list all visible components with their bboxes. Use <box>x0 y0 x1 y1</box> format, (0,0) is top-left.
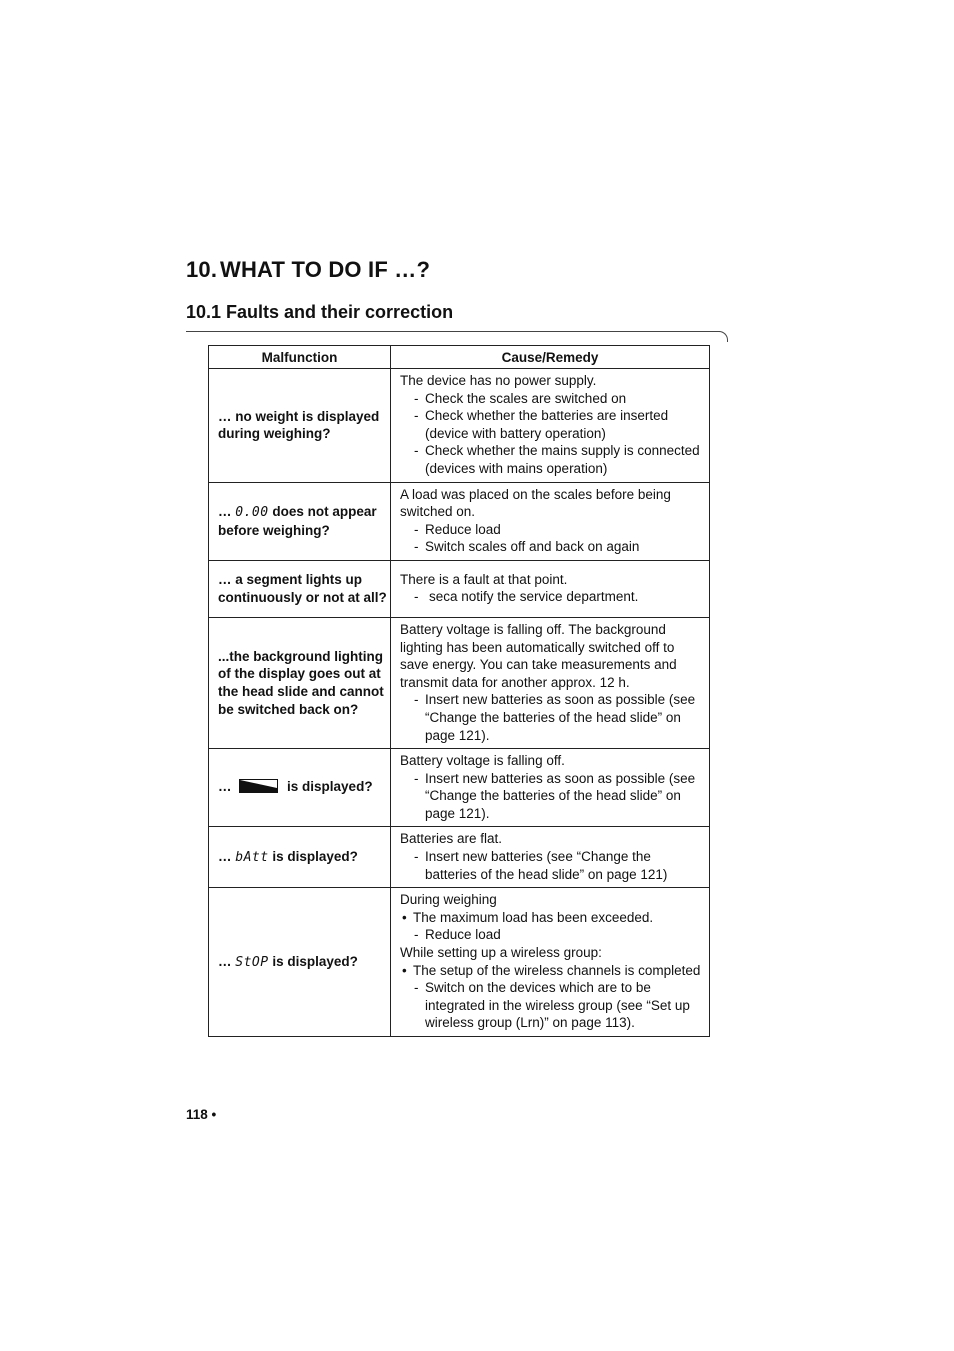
malfunction-suffix: is displayed? <box>272 953 358 969</box>
remedy-step: - Check the scales are switched on <box>400 390 709 408</box>
remedy-step: - Check whether the batteries are inserted <box>400 407 709 425</box>
malfunction-cell <box>209 369 391 483</box>
remedy-text: During weighing <box>400 892 497 908</box>
malfunction-suffix: does not appear before weighing? <box>218 504 377 538</box>
remedy-step-continued: “Change the batteries of the head slide” on <box>425 709 681 725</box>
malfunction-text: ...the background lighting of the display goes out at the head slide and cannot be switched back on? <box>218 648 384 717</box>
remedy-step-continued: integrated in the wireless group (see “Set up <box>425 997 690 1013</box>
remedy-text: save energy. You can take measurements and <box>400 657 677 673</box>
malfunction-prefix: … <box>218 779 232 795</box>
malfunction-cell <box>209 482 391 560</box>
remedy-step: - Switch scales off and back on again <box>400 538 709 556</box>
section-rule <box>186 331 720 332</box>
remedy-text: There is a fault at that point. <box>400 571 568 587</box>
remedy-step-continued: “Change the batteries of the head slide” on <box>425 788 681 804</box>
section-rule-corner <box>718 331 728 342</box>
remedy-text: A load was placed on the scales before being <box>400 486 671 502</box>
remedy-cell <box>391 749 710 827</box>
table-row <box>209 827 710 888</box>
remedy-text: Battery voltage is falling off. The background <box>400 621 666 637</box>
remedy-cell <box>391 888 710 1037</box>
remedy-cell <box>391 827 710 888</box>
malfunction-prefix: … <box>218 504 232 520</box>
column-header-cause-remedy: Cause/Remedy <box>391 346 710 369</box>
remedy-text: Battery voltage is falling off. <box>400 753 565 769</box>
table-row <box>209 482 710 560</box>
table-row <box>209 617 710 748</box>
remedy-text: switched on. <box>400 504 476 520</box>
malfunction-text: … a segment lights up continuously or not at all? <box>218 572 387 605</box>
remedy-text: transmit data for another approx. 12 h. <box>400 674 630 690</box>
remedy-step: - Reduce load <box>400 926 709 944</box>
remedy-cell <box>391 560 710 617</box>
malfunction-cell <box>209 888 391 1037</box>
remedy-step: - Switch on the devices which are to be <box>400 979 709 997</box>
remedy-step: - Insert new batteries as soon as possible (see <box>400 691 709 709</box>
malfunction-cell <box>209 560 391 617</box>
lcd-display-text: bAtt <box>235 850 269 866</box>
faults-table <box>208 345 710 1037</box>
section-heading: 10.1 Faults and their correction <box>186 302 454 322</box>
remedy-text: The device has no power supply. <box>400 373 597 388</box>
low-battery-icon <box>239 779 279 798</box>
table-row <box>209 749 710 827</box>
table-row <box>209 369 710 483</box>
malfunction-text: … no weight is displayed during weighing? <box>218 408 380 442</box>
lcd-display-text: StOP <box>235 954 269 970</box>
remedy-step: - Check whether the mains supply is connected <box>400 442 709 460</box>
remedy-step: - Insert new batteries as soon as possible (see <box>400 770 709 788</box>
remedy-text: lighting has been automatically switched off to <box>400 639 675 655</box>
malfunction-cell <box>209 827 391 888</box>
chapter-number: 10. <box>186 257 218 282</box>
lcd-display-text: 0.00 <box>235 505 269 521</box>
remedy-step-continued: (device with battery operation) <box>425 425 606 441</box>
remedy-step-continued: (devices with mains operation) <box>425 460 608 476</box>
chapter-title: WHAT TO DO IF …? <box>220 257 431 282</box>
malfunction-cell <box>209 749 391 827</box>
table-header-row <box>209 346 710 369</box>
remedy-step: - Reduce load <box>400 521 709 539</box>
remedy-text: While setting up a wireless group: <box>400 945 602 961</box>
column-header-malfunction: Malfunction <box>209 346 391 369</box>
malfunction-cell <box>209 617 391 748</box>
remedy-bullet: • The maximum load has been exceeded. <box>400 909 709 927</box>
remedy-step-continued: wireless group (Lrn)” on page 113). <box>425 1015 635 1031</box>
remedy-cell <box>391 482 710 560</box>
malfunction-suffix: is displayed? <box>287 779 373 795</box>
malfunction-prefix: … <box>218 849 232 865</box>
malfunction-suffix: is displayed? <box>272 849 358 865</box>
remedy-cell <box>391 617 710 748</box>
table-row <box>209 888 710 1037</box>
table-row <box>209 560 710 617</box>
remedy-step: - seca notify the service department. <box>400 588 709 606</box>
remedy-text: Batteries are flat. <box>400 831 503 847</box>
malfunction-prefix: … <box>218 953 232 969</box>
remedy-step: - Insert new batteries (see “Change the <box>400 848 709 866</box>
chapter-heading <box>186 257 430 283</box>
page-number: 118 • <box>186 1107 217 1122</box>
remedy-step-continued: batteries of the head slide” on page 121) <box>425 866 668 882</box>
remedy-step-continued: page 121). <box>425 805 490 821</box>
table-body <box>209 369 710 1037</box>
remedy-cell <box>391 369 710 483</box>
remedy-step-continued: page 121). <box>425 727 490 743</box>
remedy-bullet: • The setup of the wireless channels is completed <box>400 962 709 980</box>
